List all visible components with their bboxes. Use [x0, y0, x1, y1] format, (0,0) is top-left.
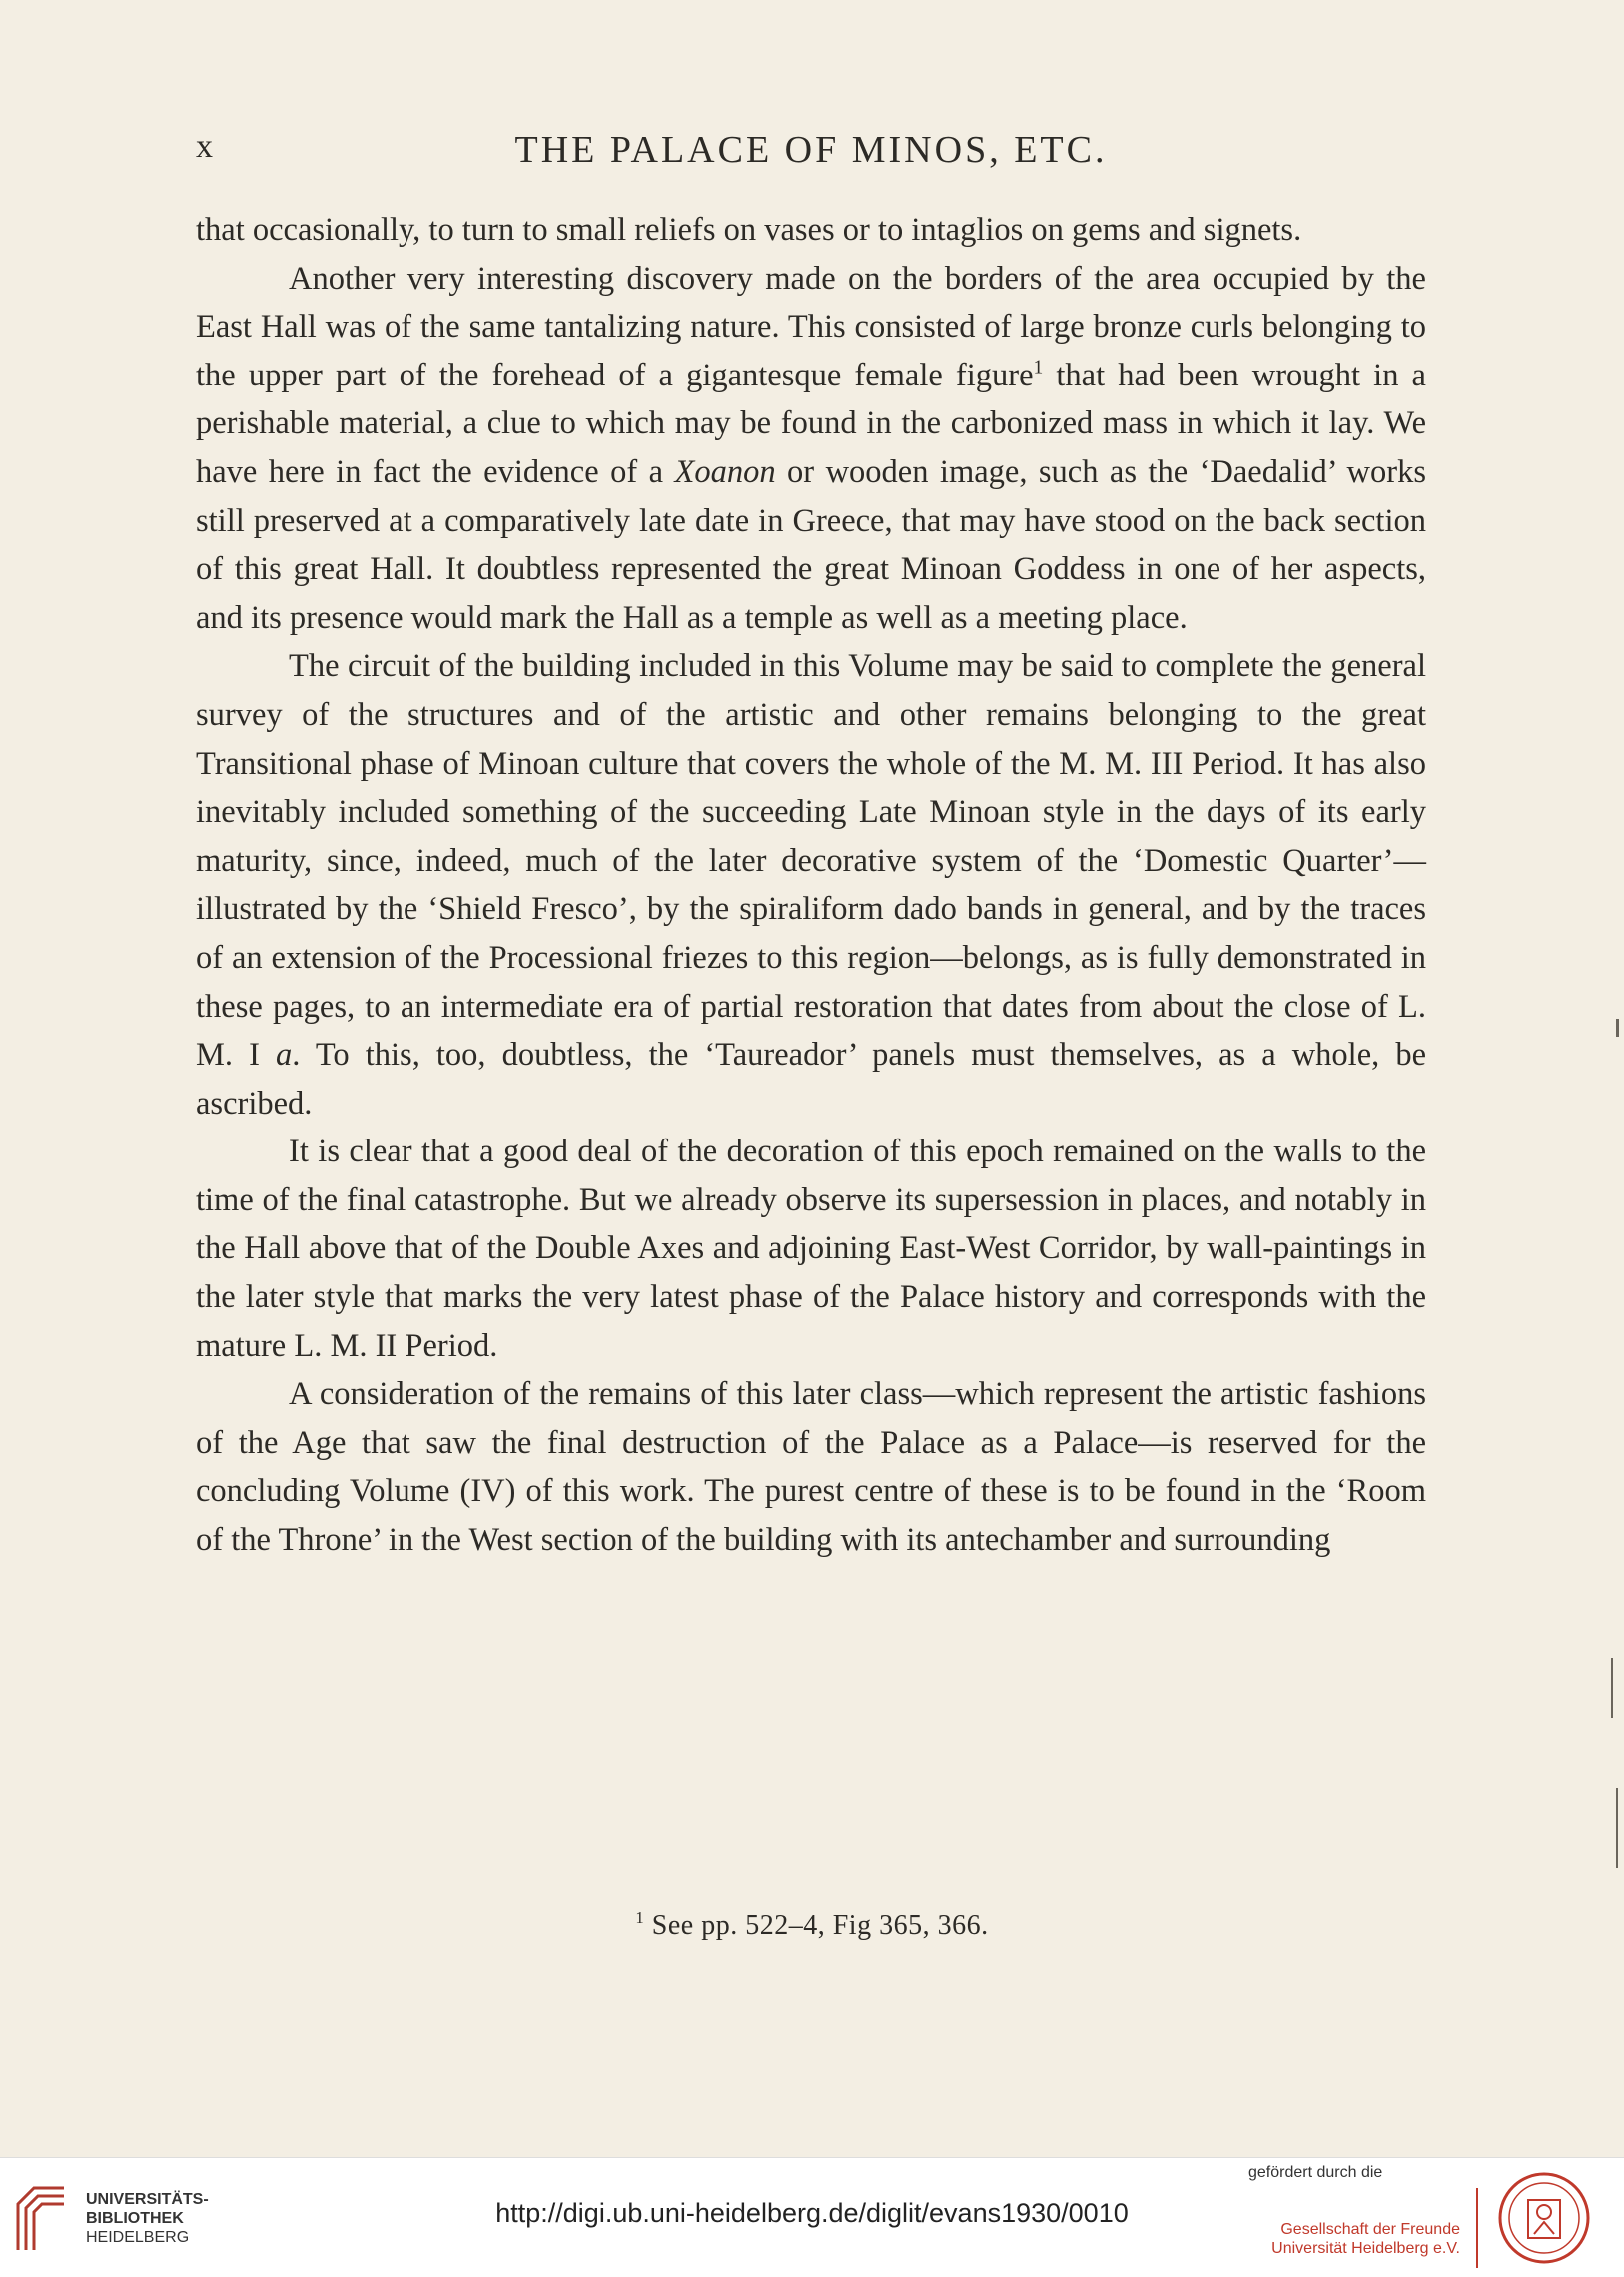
paragraph: It is clear that a good deal of the decoration of this epoch remained on the walls to the time of the final catastrophe. But we already observe its supersession in places, and notably in the Hall above that of the Double Axes and adjoining East-West Corridor, by wall-paintings in the later style that marks the very latest phase of the Palace history and corresponds with the mature L. M. II Period.: [196, 1134, 1426, 1364]
paragraph: Another very interesting discovery made on the borders of the area occupied by the East Hall was of the same tantalizing nature. This consisted of large bronze curls belonging to the upper part of the forehead of a gigantesque female figure$^1$ that had been wrought in a perishable material, a clue to which may be found in the carbonized mass in which it lay. We have here in fact the evidence of a Xoanon or wooden image, such as the ‘Daedalid’ works still preserved at a comparatively late date in Greece, that may have stood on the back section of this great Hall. It doubtless represented the great Minoan Goddess in one of her aspects, and its presence would mark the Hall as a temple as well as a meeting place.: [196, 260, 1426, 636]
sponsor-label: gefördert durch die: [1248, 2164, 1383, 2181]
paragraph: The circuit of the building included in this Volume may be said to complete the general survey of the structures and of the artistic and other remains belonging to the great Transitional phase of Minoan culture that covers the whole of the M. M. III Period. It has also inevitably included something of the succeeding Late Minoan style in the days of its early maturity, since, indeed, much of the later decorative system of the ‘Domestic Quarter’—illustrated by the ‘Shield Fresco’, by the spiraliform dado bands in general, and by the traces of an extension of the Processional friezes to this region—belongs, as is fully demonstrated in these pages, to an intermediate era of partial restoration that dates from about the close of L. M. I a. To this, too, doubtless, the ‘Taureador’ panels must themselves, as a whole, be ascribed.: [196, 648, 1426, 1122]
scan-artifact: [1616, 1788, 1618, 1868]
footnote-reference[interactable]: 1: [1033, 357, 1044, 379]
scan-artifact: [1616, 1019, 1619, 1037]
footnote-text: See pp. 522–4, Fig 365, 366.: [651, 1910, 989, 1941]
footer-bar: [0, 2157, 1624, 2277]
university-seal-icon: [1498, 2172, 1590, 2264]
footnote-marker: 1: [635, 1908, 645, 1928]
source-url[interactable]: http://digi.ub.uni-heidelberg.de/diglit/evans1930/0010: [495, 2198, 1129, 2228]
paragraph: that occasionally, to turn to small reliefs on vases or to intaglios on gems and signets.: [196, 212, 1302, 248]
running-title: THE PALACE OF MINOS, ETC.: [514, 129, 1108, 171]
scan-artifact: [1611, 1658, 1613, 1718]
library-name: UNIVERSITÄTS- BIBLIOTHEK HEIDELBERG: [86, 2191, 209, 2246]
body-text: [196, 206, 1426, 1565]
sponsor-divider: [1476, 2188, 1478, 2268]
sponsor-name: Gesellschaft der Freunde Universität Heidelberg e.V.: [1271, 2221, 1460, 2257]
page-header: [196, 128, 1426, 188]
paragraph: A consideration of the remains of this later class—which represent the artistic fashions of the Age that saw the final destruction of the Palace as a Palace—is reserved for the concluding Volume (IV) of this work. The purest centre of these is to be found in the ‘Room of the Throne’ in the West section of the building with its antechamber and surrounding: [196, 1376, 1426, 1559]
page-number: x: [196, 128, 214, 165]
footnote: [0, 1910, 1624, 1942]
